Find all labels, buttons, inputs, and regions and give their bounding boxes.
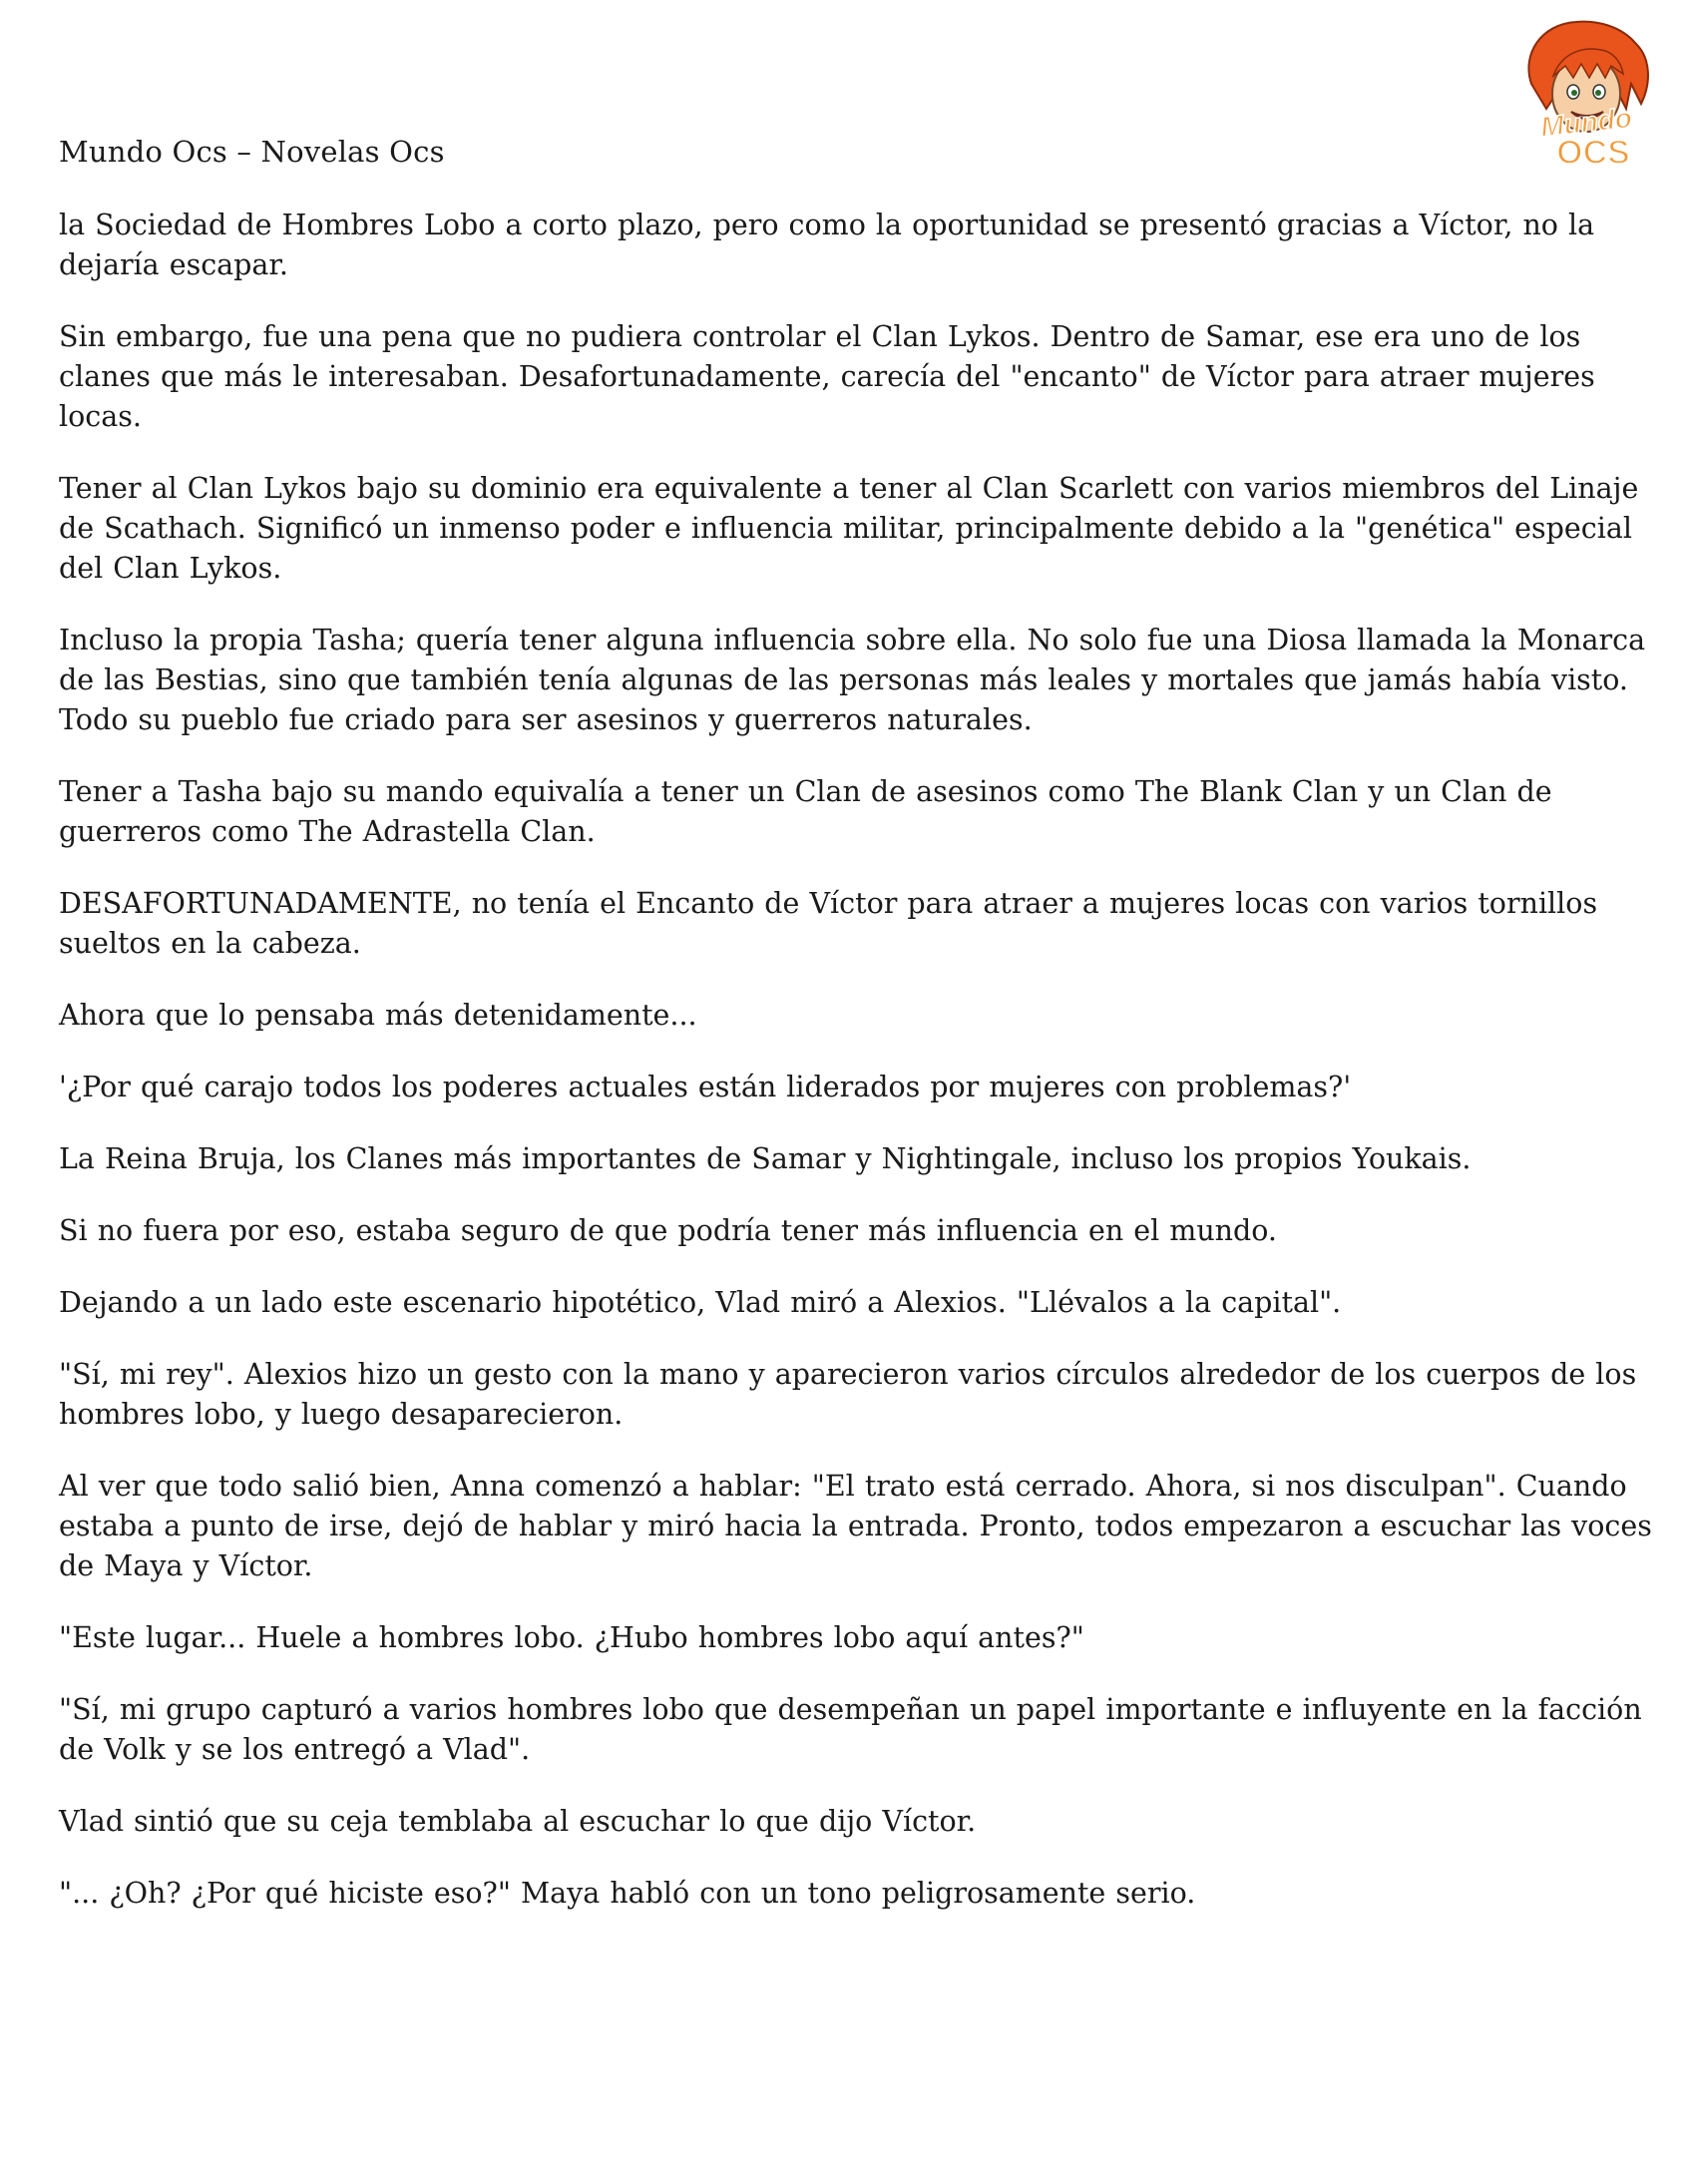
mundo-ocs-logo: [1501, 14, 1671, 174]
paragraph: "... ¿Oh? ¿Por qué hiciste eso?" Maya habló con un tono peligrosamente serio.: [59, 1877, 1196, 1910]
paragraph: "Sí, mi rey". Alexios hizo un gesto con la mano y aparecieron varios círculos alrededor de los cuerpos de los hombres lobo, y luego desaparecieron.: [59, 1358, 1637, 1431]
paragraph: Si no fuera por eso, estaba seguro de que podría tener más influencia en el mundo.: [59, 1214, 1277, 1247]
logo-text-ocs: OCS: [1556, 134, 1630, 172]
page-header: Mundo Ocs – Novelas Ocs: [59, 135, 445, 169]
document-body: [59, 206, 1655, 1946]
paragraph: La Reina Bruja, los Clanes más importantes de Samar y Nightingale, incluso los propios Youkais.: [59, 1142, 1472, 1175]
paragraph: "Sí, mi grupo capturó a varios hombres lobo que desempeñan un papel importante e influyente en la facción de Volk y se los entregó a Vlad".: [59, 1693, 1642, 1766]
paragraph: DESAFORTUNADAMENTE, no tenía el Encanto de Víctor para atraer a mujeres locas con varios tornillos sueltos en la cabeza.: [59, 887, 1598, 960]
paragraph: Incluso la propia Tasha; quería tener alguna influencia sobre ella. No solo fue una Diosa llamada la Monarca de las Bestias, sino que también tenía algunas de las personas más leales y mortales que jamás había visto. Todo su pueblo fue criado para ser asesinos y guerreros naturales.: [59, 624, 1646, 736]
paragraph: '¿Por qué carajo todos los poderes actuales están liderados por mujeres con problemas?': [59, 1071, 1352, 1103]
paragraph: Dejando a un lado este escenario hipotético, Vlad miró a Alexios. "Llévalos a la capital".: [59, 1286, 1342, 1319]
paragraph: Ahora que lo pensaba más detenidamente...: [59, 999, 697, 1032]
paragraph: Sin embargo, fue una pena que no pudiera controlar el Clan Lykos. Dentro de Samar, ese era uno de los clanes que más le interesaban. Desafortunadamente, carecía del "encanto" de Víctor para atraer mujeres locas.: [59, 320, 1595, 433]
paragraph: la Sociedad de Hombres Lobo a corto plazo, pero como la oportunidad se presentó gracias a Víctor, no la dejaría escapar.: [59, 209, 1595, 281]
paragraph: "Este lugar... Huele a hombres lobo. ¿Hubo hombres lobo aquí antes?": [59, 1621, 1084, 1654]
paragraph: Tener a Tasha bajo su mando equivalía a tener un Clan de asesinos como The Blank Clan y un Clan de guerreros como The Adrastella Clan.: [59, 775, 1552, 848]
paragraph: Tener al Clan Lykos bajo su dominio era equivalente a tener al Clan Scarlett con varios miembros del Linaje de Scathach. Significó un inmenso poder e influencia militar, principalmente debido a la "genética" especial del Clan Lykos.: [59, 472, 1639, 585]
paragraph: Al ver que todo salió bien, Anna comenzó a hablar: "El trato está cerrado. Ahora, si nos disculpan". Cuando estaba a punto de irse, dejó de hablar y miró hacia la entrada. Pronto, todos empezaron a escuchar las voces de Maya y Víctor.: [59, 1470, 1652, 1582]
logo-text-mundo: Mundo: [1538, 102, 1634, 143]
paragraph: Vlad sintió que su ceja temblaba al escuchar lo que dijo Víctor.: [59, 1805, 977, 1838]
